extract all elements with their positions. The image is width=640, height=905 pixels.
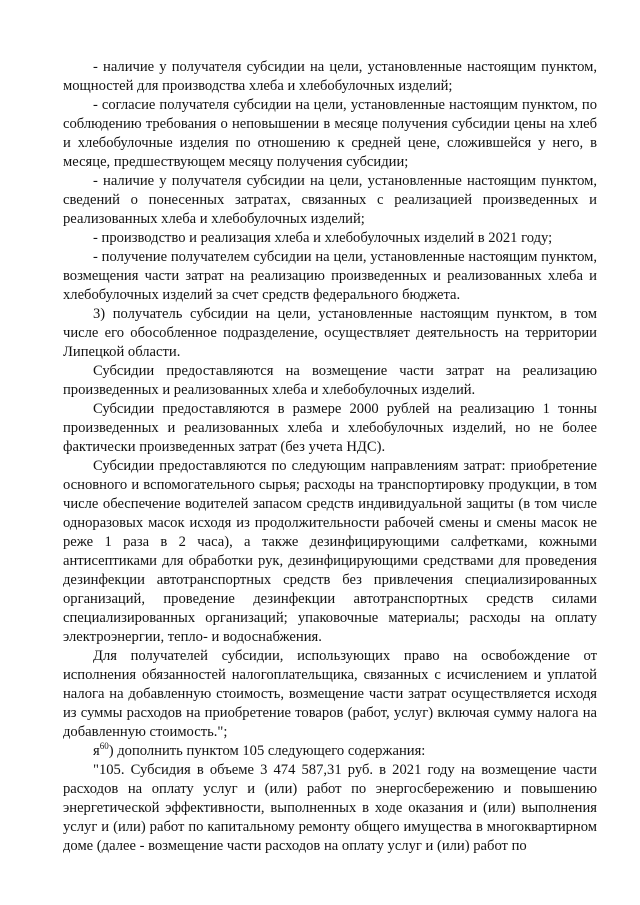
paragraph-7: Субсидии предоставляются на возмещение части затрат на реализацию произведенных и реализованных хлеба и хлебобулочных изделий. [63, 363, 597, 398]
item-letter: я [93, 743, 100, 759]
item-text: ) дополнить пунктом 105 следующего содержания: [108, 743, 426, 759]
paragraph-point-105: "105. Субсидия в объеме 3 474 587,31 руб. в 2021 году на возмещение части расходов на оплату услуг и (или) работ по энергосбережению и повышению энергетической эффективности, выполненных в ходе оказания и (или) выполнения услуг и (или) работ по капитальному ремонту общего имущества в многоквартирном доме (далее - возмещение части расходов на оплату услуг и (или) работ по [63, 762, 597, 854]
paragraph-amendment-intro [63, 742, 597, 761]
paragraph-6: 3) получатель субсидии на цели, установленные настоящим пунктом, в том числе его обособленное подразделение, осуществляет деятельность на территории Липецкой области. [63, 306, 597, 360]
paragraph-4: - производство и реализация хлеба и хлебобулочных изделий в 2021 году; [93, 230, 553, 246]
item-superscript: 60 [99, 741, 109, 752]
paragraph-1: - наличие у получателя субсидии на цели, установленные настоящим пунктом, мощностей для производства хлеба и хлебобулочных изделий; [63, 59, 597, 94]
paragraph-8: Субсидии предоставляются в размере 2000 рублей на реализацию 1 тонны произведенных и реализованных хлеба и хлебобулочных изделий, но не более фактически произведенных затрат (без учета НДС). [63, 401, 597, 455]
paragraph-5: - получение получателем субсидии на цели, установленные настоящим пунктом, возмещения части затрат на реализацию произведенных и реализованных хлеба и хлебобулочных изделий за счет средств федерального бюджета. [63, 249, 597, 303]
paragraph-3: - наличие у получателя субсидии на цели, установленные настоящим пунктом, сведений о понесенных затратах, связанных с реализацией произведенных и реализованных хлеба и хлебобулочных изделий; [63, 173, 597, 227]
paragraph-9: Субсидии предоставляются по следующим направлениям затрат: приобретение основного и вспомогательного сырья; расходы на транспортировку продукции, в том числе обеспечение водителей запасом средств индивидуальной защиты (в том числе одноразовых масок исходя из продолжительности рабочей смены и смены масок не реже 1 раза в 2 часа), а также дезинфицирующими салфетками, кожными антисептиками для обработки рук, дезинфицирующими средствами для проведения дезинфекции автотранспортных средств без привлечения специализированных организаций, проведение дезинфекции автотранспортных средств силами специализированных организаций; упаковочные материалы; расходы на оплату электроэнергии, тепло- и водоснабжения. [63, 458, 597, 645]
paragraph-10: Для получателей субсидии, использующих право на освобождение от исполнения обязанностей налогоплательщика, связанных с исчислением и уплатой налога на добавленную стоимость, возмещение части затрат осуществляется исходя из суммы расходов на приобретение товаров (работ, услуг) включая сумму налога на добавленную стоимость."; [63, 648, 597, 740]
paragraph-2: - согласие получателя субсидии на цели, установленные настоящим пунктом, по соблюдению требования о неповышении в месяце получения субсидии цены на хлеб и хлебобулочные изделия по отношению к средней цене, сложившейся у него, в месяце, предшествующем месяцу получения субсидии; [63, 97, 597, 170]
document-page [63, 58, 597, 856]
